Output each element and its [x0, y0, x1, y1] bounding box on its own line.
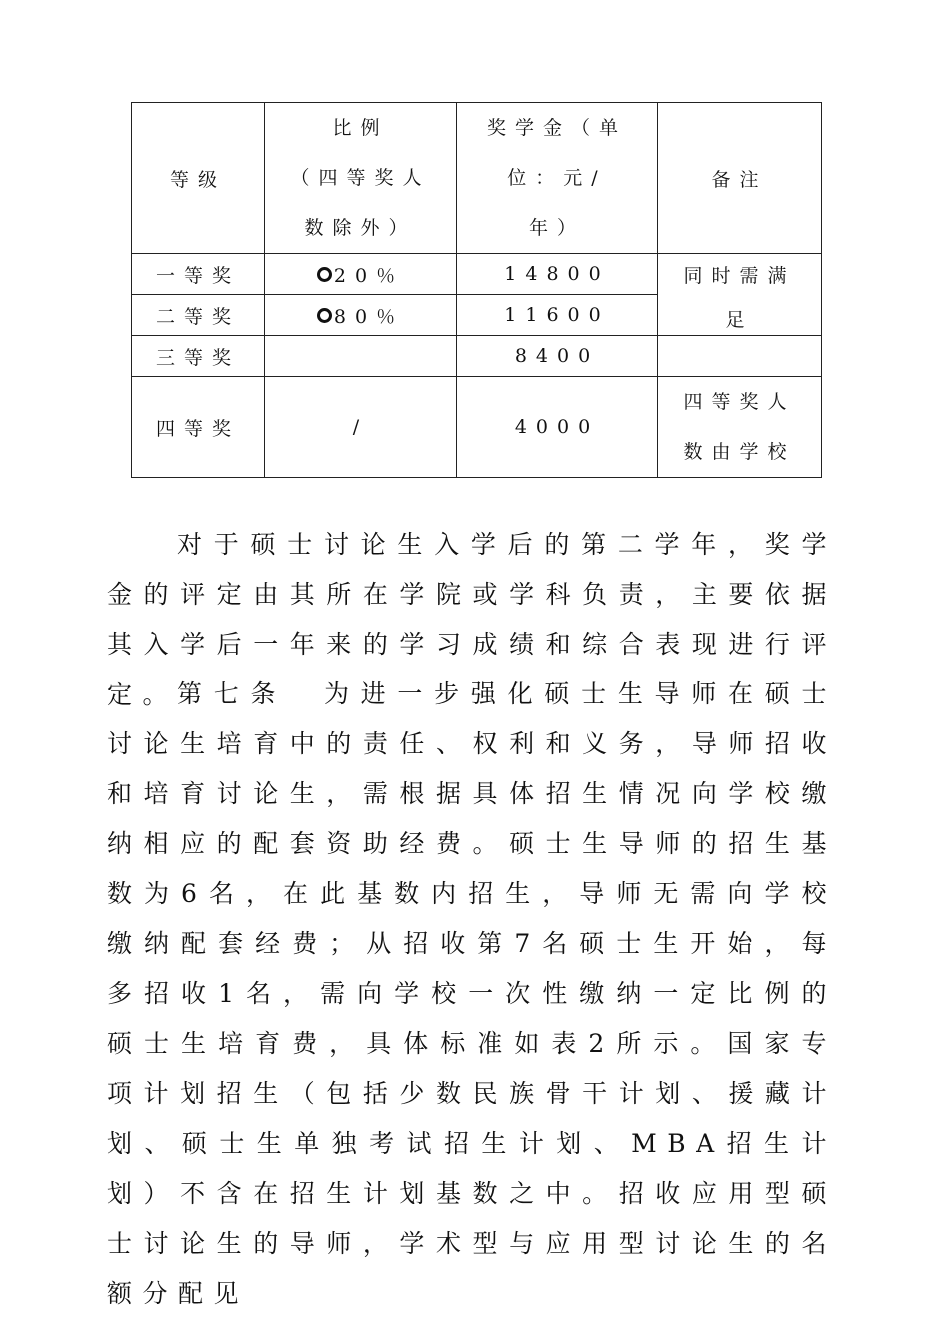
header-level: 等级	[132, 103, 265, 254]
ratio-value: 20％	[333, 264, 405, 287]
row-amount: 4000	[457, 377, 658, 478]
row-ratio	[265, 336, 457, 377]
note-line: 四等奖人	[683, 391, 796, 413]
header-amount-line: 奖学金（单	[486, 117, 627, 139]
header-amount-line: 年）	[528, 217, 585, 239]
header-ratio-line: 比例	[332, 117, 389, 139]
row-ratio: /	[265, 377, 457, 478]
row-note	[658, 377, 822, 478]
row-level: 二等奖	[132, 295, 265, 336]
row-ratio	[265, 254, 457, 295]
note-line: 数由学校	[683, 441, 796, 463]
scholarship-table	[131, 102, 822, 478]
paragraph-second-year: 对于硕士讨论生入学后的第二学年，奖学金的评定由其所在学院或学科负责，主要依据其入学后一年来的学习成绩和综合表现进行评定。	[107, 530, 837, 709]
row-level: 三等奖	[132, 336, 265, 377]
row-ratio	[265, 295, 457, 336]
row-amount: 14800	[457, 254, 658, 295]
header-amount-line: 位：元/	[507, 167, 607, 189]
table-row	[132, 377, 822, 478]
row-level: 一等奖	[132, 254, 265, 295]
header-ratio	[265, 103, 457, 254]
row-amount: 11600	[457, 295, 658, 336]
circle-bullet-icon	[317, 308, 332, 323]
row-note-merged	[658, 254, 822, 336]
note-line: 足	[725, 309, 754, 331]
table-header-row	[132, 103, 822, 254]
circle-bullet-icon	[317, 267, 332, 282]
table-row	[132, 336, 822, 377]
header-amount	[457, 103, 658, 254]
paragraph-article-seven: 第七条 为进一步强化硕士生导师在硕士讨论生培育中的责任、权利和义务，导师招收和培育讨论生，需根据具体招生情况向学校缴纳相应的配套资助经费。硕士生导师的招生基数为6名，在此基数内招生，导师无需向学校缴纳配套经费；从招收第7名硕士生开始，每多招收1名，需向学校一次性缴纳一定比例的硕士生培育费，具体标准如表2所示。国家专项计划招生（包括少数民族骨干计划、援藏计划、硕士生单独考试招生计划、MBA招生计划）不含在招生计划基数之中。招收应用型硕士讨论生的导师，学术型与应用型讨论生的名额分配见	[107, 679, 837, 1308]
header-note: 备注	[658, 103, 822, 254]
row-level: 四等奖	[132, 377, 265, 478]
header-ratio-line: （四等奖人	[290, 167, 431, 189]
table-row	[132, 254, 822, 295]
ratio-value: 80％	[333, 305, 405, 328]
row-amount: 8400	[457, 336, 658, 377]
note-line: 同时需满	[683, 265, 796, 287]
header-ratio-line: 数除外）	[304, 217, 417, 239]
